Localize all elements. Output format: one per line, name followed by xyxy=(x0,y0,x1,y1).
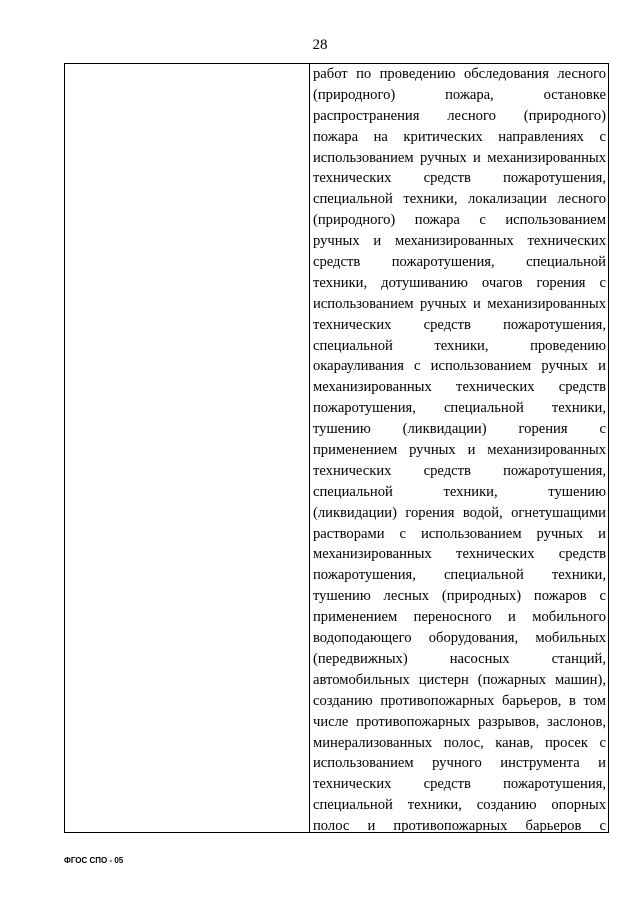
text-line: (ликвидации) горения водой, огнетушащими xyxy=(313,504,606,521)
text-line: использованием ручных и механизированных xyxy=(313,149,606,166)
text-line: минерализованных полос, канав, просек с xyxy=(313,734,606,751)
text-line: техники, дотушиванию очагов горения с xyxy=(313,274,606,291)
text-line: технических средств пожаротушения, xyxy=(313,170,606,187)
text-line: использованием ручного инструмента и xyxy=(313,755,606,772)
text-line: созданию противопожарных барьеров, в том xyxy=(313,692,606,709)
text-line: тушению (ликвидации) горения с xyxy=(313,421,606,438)
text-line: специальной техники, локализации лесного xyxy=(313,191,606,208)
text-line: водоподающего оборудования, мобильных xyxy=(313,630,606,647)
text-line: автомобильных цистерн (пожарных машин), xyxy=(313,671,606,688)
table-right-cell xyxy=(310,64,608,835)
text-line: числе противопожарных разрывов, заслонов, xyxy=(313,713,606,730)
text-line: (природного) пожара с использованием xyxy=(313,212,606,229)
footer-document-code: ФГОС СПО - 05 xyxy=(64,856,124,865)
text-line: технических средств пожаротушения, xyxy=(313,776,606,793)
text-line: (передвижных) насосных станций, xyxy=(313,650,606,667)
text-line: окарауливания с использованием ручных и xyxy=(313,358,606,375)
text-line: технических средств пожаротушения, xyxy=(313,316,606,333)
content-table xyxy=(64,63,609,833)
text-line: работ по проведению обследования лесного xyxy=(313,66,606,82)
text-line: механизированных технических средств xyxy=(313,379,606,396)
text-line: тушению лесных (природных) пожаров с xyxy=(313,588,606,605)
text-line: применением ручных и механизированных xyxy=(313,442,606,459)
page-number: 28 xyxy=(312,37,328,53)
text-line: специальной техники, проведению xyxy=(313,337,606,354)
text-line: пожара на критических направлениях с xyxy=(313,128,606,145)
text-line: использованием ручных и механизированных xyxy=(313,295,606,312)
text-line: средств пожаротушения, специальной xyxy=(313,254,606,271)
text-line: (природного) пожара, остановке xyxy=(313,86,606,103)
text-line: пожаротушения, специальной техники, xyxy=(313,400,606,417)
table-left-cell xyxy=(65,64,309,832)
text-line: полос и противопожарных барьеров с xyxy=(313,818,606,835)
text-line: распространения лесного (природного) xyxy=(313,107,606,124)
text-line: специальной техники, тушению xyxy=(313,483,606,500)
text-line: ручных и механизированных технических xyxy=(313,233,606,250)
text-line: пожаротушения, специальной техники, xyxy=(313,567,606,584)
text-line: применением переносного и мобильного xyxy=(313,609,606,626)
text-line: механизированных технических средств xyxy=(313,546,606,563)
text-line: технических средств пожаротушения, xyxy=(313,462,606,479)
text-line: растворами с использованием ручных и xyxy=(313,525,606,542)
text-line: специальной техники, созданию опорных xyxy=(313,797,606,814)
